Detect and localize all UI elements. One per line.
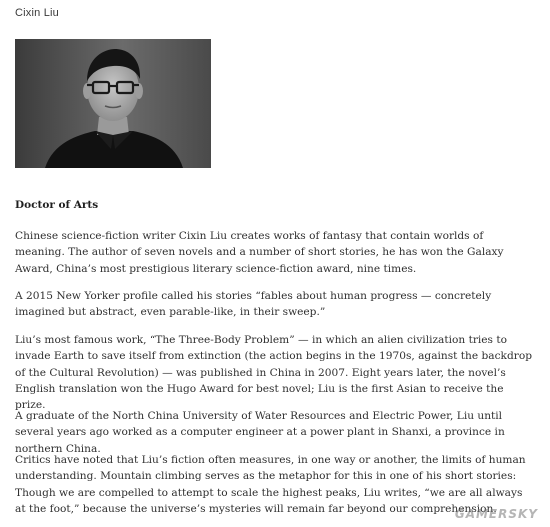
- paragraph-three-body: Liu’s most famous work, “The Three-Body Problem” — in which an alien civilization tries to invade Earth to save itself from extinction (the action begins in the 1970s, against the backdrop of the Cultural Revolution) — was published in China in 2007. Eight years later, the novel’s English translation won the Hugo Award for best novel; Liu is the first Asian to receive the prize.: [15, 334, 532, 412]
- section-title: Doctor of Arts: [15, 199, 99, 211]
- paragraph-education: A graduate of the North China University of Water Resources and Electric Power, Liu until several years ago worked as a computer engineer at a power plant in Shanxi, a province in northern China.: [15, 410, 505, 455]
- paragraph-intro: Chinese science-fiction writer Cixin Liu creates works of fantasy that contain worlds of meaning. The author of seven novels and a number of short stories, he has won the Galaxy Award, China’s most prestigious literary science-fiction award, nine times.: [15, 230, 504, 275]
- person-name: Cixin Liu: [15, 7, 59, 19]
- portrait-photo: [15, 39, 211, 168]
- portrait-illustration: [15, 39, 211, 168]
- watermark-logo: GAMERSKY: [454, 507, 538, 521]
- paragraph-new-yorker: A 2015 New Yorker profile called his stories “fables about human progress — concretely imagined but abstract, even parable-like, in their sweep.”: [15, 290, 492, 319]
- paragraph-critics: Critics have noted that Liu’s fiction often measures, in one way or another, the limits of human understanding. Mountain climbing serves as the metaphor for this in one of his short stories: Though we are compelled to attempt to scale the highest peaks, Liu writes, “we are all always at the foot,” because the universe’s mysteries will remain far beyond our comprehension.: [15, 454, 526, 515]
